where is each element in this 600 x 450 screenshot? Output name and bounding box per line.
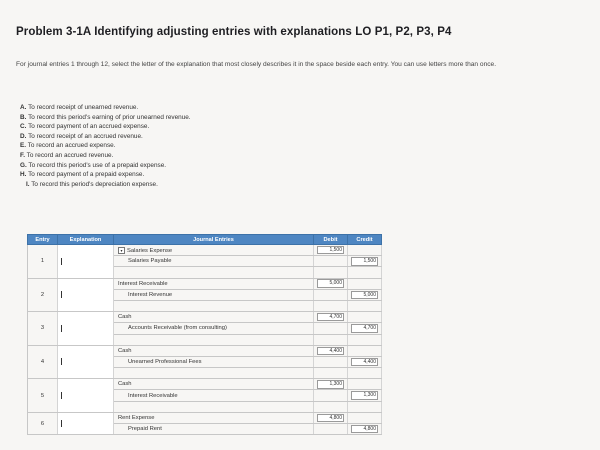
credit-account: Interest Revenue (114, 289, 314, 300)
credit-cell (348, 356, 382, 367)
table-row (28, 278, 382, 289)
debit-cell (314, 256, 348, 267)
option-letter: F. (20, 151, 25, 159)
debit-amount: 4,800 (317, 414, 344, 423)
debit-cell (314, 245, 348, 256)
credit-amount: 1,300 (351, 391, 378, 400)
option-text: To record an accrued revenue. (26, 151, 114, 159)
cursor-marker (61, 325, 62, 332)
credit-account: Interest Receivable (114, 390, 314, 401)
cursor-marker (61, 358, 62, 365)
credit-cell (348, 323, 382, 334)
debit-cell (314, 289, 348, 300)
option-e (20, 141, 191, 151)
header-credit: Credit (348, 235, 382, 245)
entry-number: 3 (28, 312, 58, 346)
debit-account: Interest Receivable (114, 278, 314, 289)
option-letter: B. (20, 113, 27, 121)
credit-cell (348, 256, 382, 267)
option-text: To record this period's depreciation expense. (31, 180, 158, 188)
option-h (20, 170, 191, 180)
instructions-text: For journal entries 1 through 12, select the letter of the explanation that most closely describes it in the space beside each entry. You can use letters more than once. (16, 61, 497, 68)
credit-cell (348, 424, 382, 435)
option-letter: C. (20, 123, 27, 131)
credit-account: Salaries Payable (114, 256, 314, 267)
debit-cell (314, 390, 348, 401)
credit-cell (348, 379, 382, 390)
credit-account: Unearned Professional Fees (114, 356, 314, 367)
cursor-marker (61, 420, 62, 427)
debit-amount: 5,000 (317, 279, 344, 288)
credit-cell (348, 412, 382, 423)
option-letter: G. (20, 161, 27, 169)
debit-cell (314, 312, 348, 323)
option-text: To record an accrued expense. (27, 142, 116, 150)
option-a (20, 103, 191, 113)
problem-title: Problem 3-1A Identifying adjusting entries with explanations LO P1, P2, P3, P4 (16, 26, 452, 38)
table-row (28, 412, 382, 423)
header-journal-entries: Journal Entries (114, 235, 314, 245)
entry-number: 1 (28, 245, 58, 279)
credit-amount: 5,000 (351, 291, 378, 300)
header-debit: Debit (314, 235, 348, 245)
debit-account: Cash (114, 379, 314, 390)
credit-cell (348, 390, 382, 401)
table-row (28, 312, 382, 323)
explanation-select[interactable] (58, 379, 114, 413)
debit-amount: 4,700 (317, 313, 344, 322)
debit-cell (314, 345, 348, 356)
explanation-select[interactable] (58, 345, 114, 379)
credit-cell (348, 312, 382, 323)
debit-account (114, 245, 314, 256)
credit-amount: 1,500 (351, 257, 378, 266)
debit-cell (314, 356, 348, 367)
debit-account: Rent Expense (114, 412, 314, 423)
table-row (28, 345, 382, 356)
option-b (20, 113, 191, 123)
option-text: To record payment of a prepaid expense. (28, 171, 145, 179)
credit-account: Prepaid Rent (114, 424, 314, 435)
debit-account-name: Salaries Expense (127, 247, 173, 254)
credit-cell (348, 345, 382, 356)
cursor-marker (61, 392, 62, 399)
credit-cell (348, 278, 382, 289)
explanation-options-list (20, 103, 191, 189)
header-entry: Entry (28, 235, 58, 245)
explanation-select[interactable] (58, 278, 114, 312)
debit-cell (314, 323, 348, 334)
journal-entries-table (27, 234, 382, 435)
option-g (20, 161, 191, 171)
debit-cell (314, 412, 348, 423)
credit-cell (348, 289, 382, 300)
debit-cell (314, 278, 348, 289)
debit-amount: 1,300 (317, 380, 344, 389)
debit-cell (314, 379, 348, 390)
dropdown-icon[interactable]: ▾ (118, 247, 125, 254)
option-letter: A. (20, 104, 27, 111)
table-row (28, 245, 382, 256)
cursor-marker (61, 258, 62, 265)
option-i (20, 180, 191, 190)
debit-cell (314, 424, 348, 435)
option-letter: E. (20, 142, 27, 150)
option-text: To record this period's use of a prepaid expense. (28, 161, 167, 169)
option-letter: I. (26, 180, 30, 188)
credit-amount: 4,700 (351, 324, 378, 333)
cursor-marker (61, 291, 62, 298)
entry-number: 2 (28, 278, 58, 312)
header-explanation: Explanation (58, 235, 114, 245)
option-f (20, 151, 191, 161)
credit-account: Accounts Receivable (from consulting) (114, 323, 314, 334)
debit-account: Cash (114, 312, 314, 323)
debit-account: Cash (114, 345, 314, 356)
credit-amount: 4,400 (351, 358, 378, 367)
option-text: To record receipt of an accrued revenue. (28, 132, 143, 140)
entry-number: 5 (28, 379, 58, 413)
debit-amount: 1,500 (317, 246, 344, 255)
table-header-row (28, 235, 382, 245)
option-d (20, 132, 191, 142)
option-c (20, 122, 191, 132)
explanation-select[interactable] (58, 412, 114, 434)
explanation-select[interactable] (58, 245, 114, 279)
credit-cell (348, 245, 382, 256)
explanation-select[interactable] (58, 312, 114, 346)
option-letter: D. (20, 132, 27, 140)
credit-amount: 4,800 (351, 425, 378, 434)
debit-amount: 4,400 (317, 347, 344, 356)
table-row (28, 379, 382, 390)
option-letter: H. (20, 171, 27, 179)
entry-number: 6 (28, 412, 58, 434)
entry-number: 4 (28, 345, 58, 379)
option-text: To record this period's earning of prior unearned revenue. (28, 113, 191, 121)
option-text: To record payment of an accrued expense. (28, 123, 150, 131)
option-text: To record receipt of unearned revenue. (28, 104, 139, 111)
